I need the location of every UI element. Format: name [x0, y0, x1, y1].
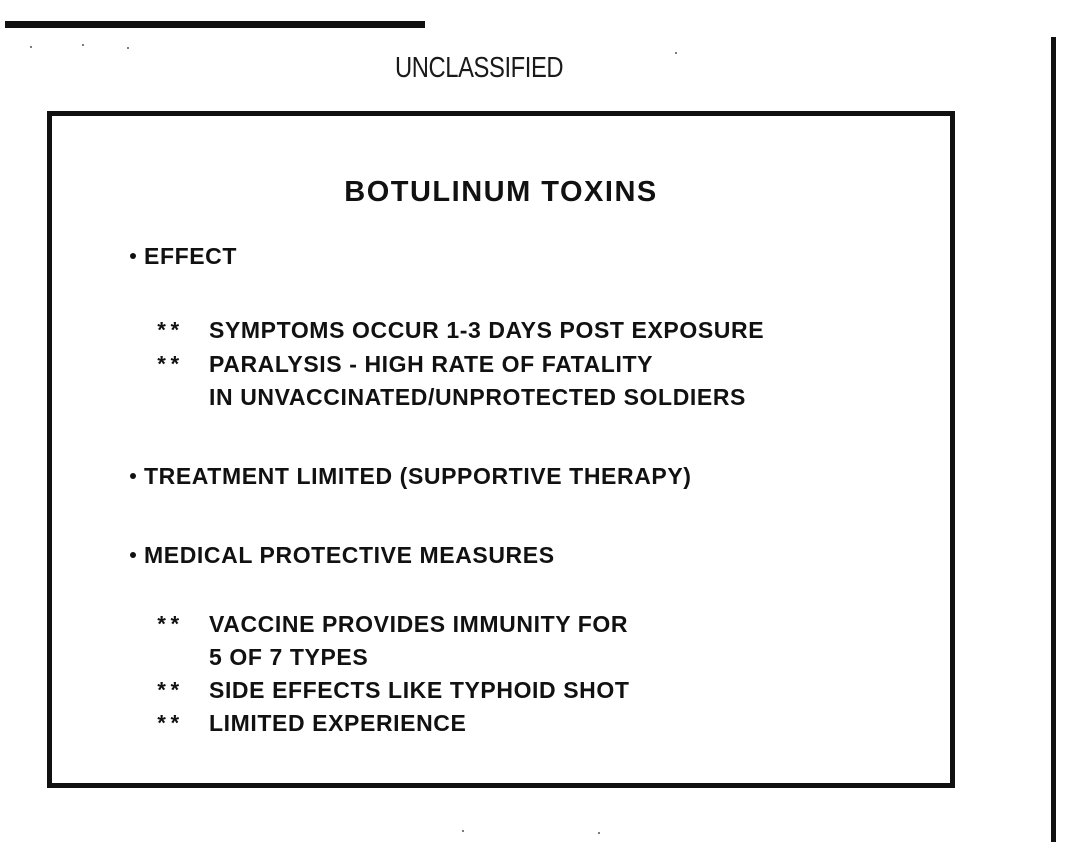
scan-speck [462, 830, 464, 832]
sub-bullet-text-continued: IN UNVACCINATED/UNPROTECTED SOLDIERS [209, 384, 746, 410]
scan-speck [127, 47, 129, 49]
section-heading-treatment: TREATMENT LIMITED (SUPPORTIVE THERAPY) [130, 463, 692, 490]
sub-bullet-marker: ** [155, 614, 182, 639]
sub-bullet-text-continued: 5 OF 7 TYPES [209, 644, 369, 670]
bullet-icon [130, 552, 136, 558]
scan-speck [82, 44, 84, 46]
sub-bullet-text: LIMITED EXPERIENCE [209, 710, 467, 736]
sub-bullet-text: SYMPTOMS OCCUR 1-3 DAYS POST EXPOSURE [209, 317, 765, 343]
right-edge-rule [1051, 37, 1056, 842]
sub-bullet-text: VACCINE PROVIDES IMMUNITY FOR [209, 611, 629, 637]
classification-marking: UNCLASSIFIED [395, 52, 564, 84]
sub-bullet-marker: ** [155, 320, 182, 345]
slide-title: BOTULINUM TOXINS [344, 176, 658, 208]
scan-speck [675, 52, 677, 54]
bullet-icon [130, 473, 136, 479]
sub-bullet-text: SIDE EFFECTS LIKE TYPHOID SHOT [209, 677, 630, 703]
slide-frame [47, 111, 955, 788]
top-rule [5, 21, 425, 28]
bullet-icon [130, 253, 136, 259]
sub-bullet-marker: ** [155, 354, 182, 379]
sub-bullet-marker: ** [155, 680, 182, 705]
section-heading-effect: EFFECT [130, 243, 237, 270]
scan-speck [30, 46, 32, 48]
scan-speck [598, 832, 600, 834]
section-heading-protective-measures: MEDICAL PROTECTIVE MEASURES [130, 542, 555, 569]
sub-bullet-marker: ** [155, 713, 182, 738]
sub-bullet-text: PARALYSIS - HIGH RATE OF FATALITY [209, 351, 654, 377]
